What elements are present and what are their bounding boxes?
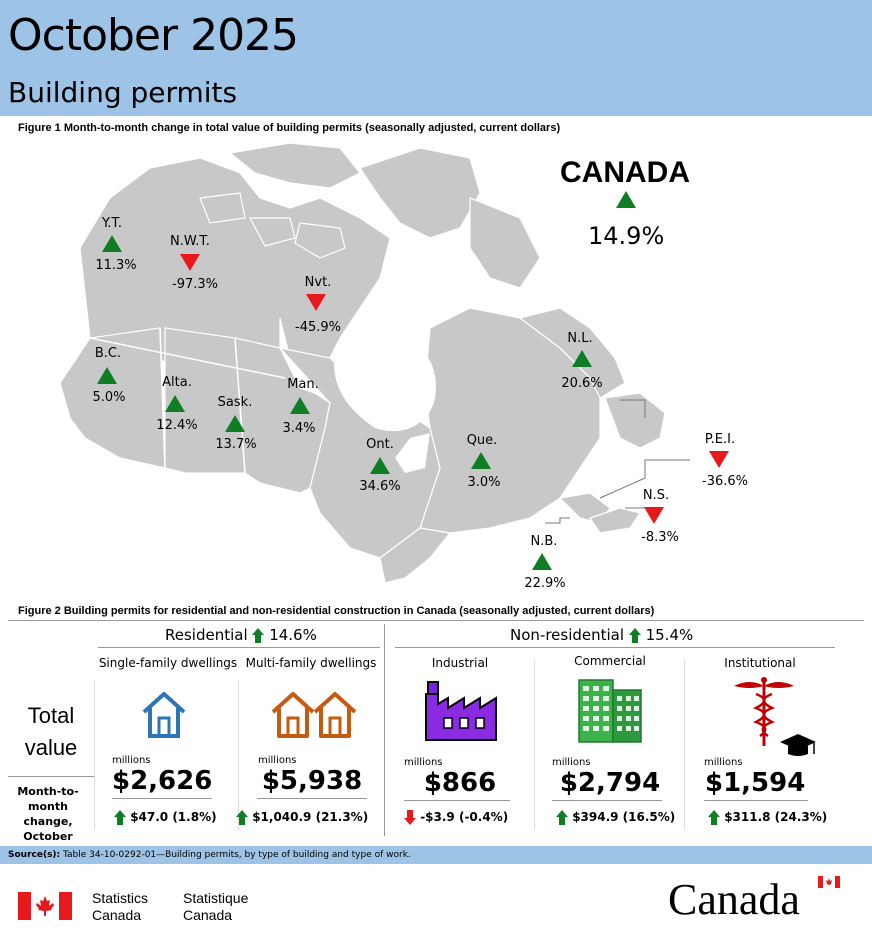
divider — [384, 624, 385, 836]
region-arrow-nb-icon — [532, 553, 552, 570]
region-value-man: 3.4% — [282, 421, 316, 436]
statcan-fr-1: Statistique — [183, 890, 249, 906]
region-value-nb: 22.9% — [524, 576, 566, 591]
region-label-yt: Y.T. — [102, 216, 122, 231]
up-arrow-icon — [114, 810, 126, 825]
region-value-nwt: -97.3% — [172, 277, 218, 292]
change-industrial — [404, 810, 508, 825]
change-industrial-text: -$3.9 (-0.4%) — [420, 810, 509, 824]
up-arrow-icon — [708, 810, 720, 825]
statcan-fr-2: Canada — [183, 907, 233, 923]
row-label-total-value — [20, 700, 82, 764]
region-arrow-que-icon — [471, 452, 491, 469]
row-label-change-3: October — [23, 830, 73, 843]
value-multi-family: $5,938 — [261, 766, 363, 796]
source-label: Source(s): — [8, 850, 61, 860]
factory-icon — [420, 676, 500, 742]
up-arrow-icon — [556, 810, 568, 825]
region-label-bc: B.C. — [94, 346, 122, 361]
residential-label: Residential — [165, 626, 248, 644]
down-arrow-icon — [404, 810, 416, 825]
region-label-ns: N.S. — [642, 488, 670, 503]
change-single-family-text: $47.0 (1.8%) — [130, 810, 217, 824]
header-banner — [0, 0, 872, 116]
residential-header — [165, 626, 317, 644]
up-arrow-icon — [236, 810, 248, 825]
region-label-ont: Ont. — [366, 437, 394, 452]
canada-label: CANADA — [560, 156, 690, 189]
category-name-institutional: Institutional — [724, 656, 796, 670]
houses-icon — [270, 690, 360, 740]
region-arrow-nl-icon — [572, 350, 592, 367]
divider — [257, 798, 367, 799]
divider — [98, 647, 380, 648]
residential-up-arrow-icon — [252, 628, 264, 643]
statcan-en-1: Statistics — [92, 890, 149, 906]
house-icon — [140, 690, 188, 740]
canada-map — [0, 138, 872, 608]
region-label-nvt: Nvt. — [304, 275, 332, 290]
change-commercial-text: $394.9 (16.5%) — [572, 810, 676, 824]
divider — [404, 800, 510, 801]
divider — [704, 800, 808, 801]
source-bar — [0, 846, 872, 864]
region-arrow-nvt-icon — [306, 294, 326, 311]
divider — [684, 660, 685, 830]
row-label-change-1: Month-to- — [17, 785, 79, 798]
region-label-nb: N.B. — [530, 534, 558, 549]
change-multi-family — [236, 810, 368, 825]
region-value-yt: 11.3% — [95, 258, 137, 273]
divider — [8, 776, 94, 777]
residential-change: 14.6% — [269, 626, 317, 644]
value-single-family: $2,626 — [112, 766, 213, 796]
row-label-total: Total — [27, 703, 75, 728]
divider — [395, 647, 835, 648]
category-name-commercial: Commercial — [574, 654, 646, 668]
region-value-ns: -8.3% — [641, 530, 679, 545]
region-arrow-nwt-icon — [180, 254, 200, 271]
change-institutional-text: $311.8 (24.3%) — [724, 810, 828, 824]
divider — [8, 620, 864, 621]
divider — [94, 680, 95, 830]
canada-wordmark-flag-icon — [818, 876, 840, 888]
category-name-industrial: Industrial — [431, 656, 489, 670]
region-label-nwt: N.W.T. — [170, 234, 210, 249]
units-label: millions — [552, 757, 591, 768]
region-value-nl: 20.6% — [561, 376, 603, 391]
region-label-alta: Alta. — [162, 375, 192, 390]
region-value-nvt: -45.9% — [295, 320, 341, 335]
region-arrow-yt-icon — [102, 235, 122, 252]
units-label: millions — [404, 757, 443, 768]
nonresidential-label: Non-residential — [510, 626, 625, 644]
canada-up-arrow-icon — [616, 191, 636, 208]
divider — [238, 680, 239, 830]
source-text: Table 34-10-0292-01—Building permits, by type of building and type of work. — [63, 850, 411, 860]
statcan-en-wordmark — [92, 890, 148, 924]
change-multi-family-text: $1,040.9 (21.3%) — [252, 810, 369, 824]
figure1-caption: Figure 1 Month-to-month change in total value of building permits (seasonally adjusted, current dollars) — [18, 122, 561, 134]
report-title: Building permits — [8, 76, 238, 109]
value-institutional: $1,594 — [705, 768, 806, 798]
statcan-en-2: Canada — [92, 907, 142, 923]
region-value-alta: 12.4% — [156, 418, 198, 433]
region-value-sask: 13.7% — [215, 437, 257, 452]
nonresidential-change: 15.4% — [645, 626, 694, 644]
region-label-pei: P.E.I. — [704, 432, 736, 447]
row-label-value: value — [24, 735, 78, 760]
region-value-que: 3.0% — [467, 475, 501, 490]
canada-flag-icon — [18, 892, 72, 920]
row-label-change-2: month change, — [23, 800, 73, 828]
region-arrow-alta-icon — [165, 395, 185, 412]
statcan-fr-wordmark — [183, 890, 248, 924]
divider — [534, 660, 535, 830]
nonresidential-up-arrow-icon — [629, 628, 641, 643]
change-commercial — [556, 810, 675, 825]
units-label: millions — [112, 755, 151, 766]
office-building-icon — [577, 676, 643, 744]
region-arrow-man-icon — [290, 397, 310, 414]
divider — [112, 798, 212, 799]
figure2-caption: Figure 2 Building permits for residential and non-residential construction in Canada (seasonally adjusted, current dollars) — [18, 605, 655, 617]
region-label-que: Que. — [466, 433, 498, 448]
category-name-single-family: Single-family dwellings — [98, 656, 238, 670]
region-arrow-pei-icon — [709, 451, 729, 468]
region-label-nl: N.L. — [567, 331, 593, 346]
units-label: millions — [258, 755, 297, 766]
caduceus-graduation-cap-icon — [730, 676, 820, 760]
divider — [552, 800, 662, 801]
units-label: millions — [704, 757, 743, 768]
region-arrow-ont-icon — [370, 457, 390, 474]
category-name-multi-family: Multi-family dwellings — [245, 656, 377, 670]
region-value-bc: 5.0% — [92, 390, 126, 405]
change-single-family — [114, 810, 217, 825]
row-label-month-change — [8, 784, 88, 844]
nonresidential-header — [510, 626, 693, 644]
value-industrial: $866 — [423, 768, 497, 798]
change-institutional — [708, 810, 827, 825]
region-arrow-sask-icon — [225, 415, 245, 432]
canada-wordmark: Canada — [668, 875, 800, 924]
report-date: October 2025 — [8, 10, 299, 61]
value-commercial: $2,794 — [559, 768, 661, 798]
region-arrow-bc-icon — [97, 367, 117, 384]
region-value-pei: -36.6% — [702, 474, 748, 489]
region-arrow-ns-icon — [644, 507, 664, 524]
region-label-man: Man. — [287, 377, 319, 392]
region-value-ont: 34.6% — [359, 479, 401, 494]
region-label-sask: Sask. — [217, 395, 253, 410]
canada-value: 14.9% — [588, 222, 665, 250]
